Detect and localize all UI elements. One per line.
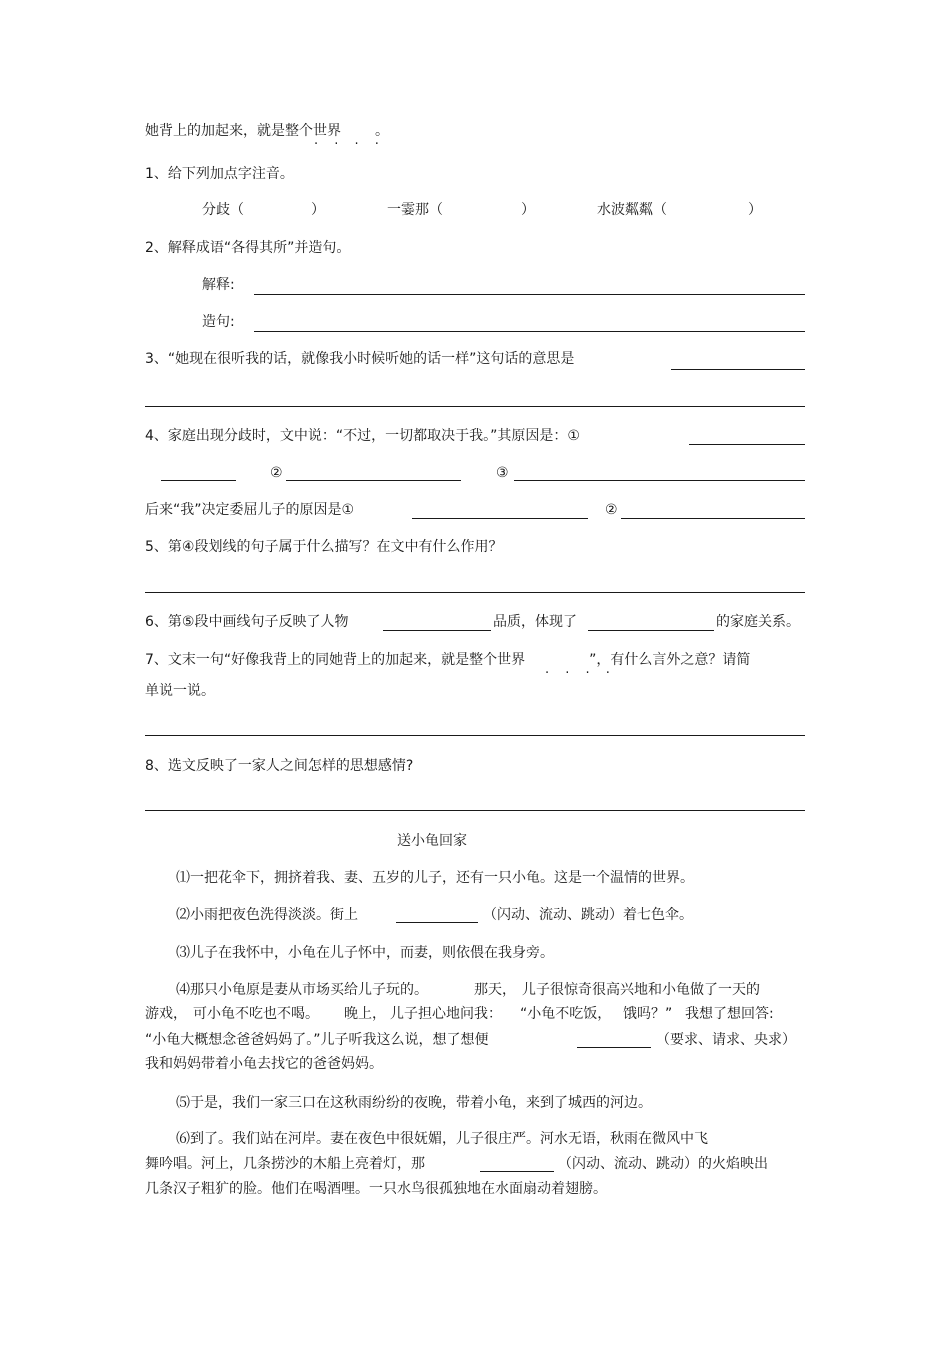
q3-answer-line-2[interactable] [145,406,805,407]
p6-blank[interactable] [480,1171,554,1172]
q1-item-3: 水波粼粼（ [597,202,667,218]
story-p4-seg-f: 晚上， [344,1006,386,1022]
question-1: 1、给下列加点字注音。 [145,166,294,182]
story-p4-seg-h: “小龟不吃饭， [520,1006,612,1022]
story-p4-seg-k: “小龟大概想念爸爸妈妈了。”儿子听我这么说，想了想便 [145,1032,489,1048]
story-paragraph-5: ⑸于是，我们一家三口在这秋雨纷纷的夜晚，带着小龟，来到了城西的河边。 [176,1095,652,1111]
q8-answer-line[interactable] [145,810,805,811]
story-p4-seg-j: 我想了想回答: [685,1006,774,1022]
question-7-line-2: 单说一说。 [145,683,215,699]
q4-answer-2[interactable] [286,480,461,481]
emphasis-dots: . . . . [314,133,385,148]
q1-item-2: 一霎那（ [387,202,443,218]
story-paragraph-3: ⑶儿子在我怀中，小龟在儿子怀中，而妻，则依偎在我身旁。 [176,945,554,961]
story-p4-seg-g: 儿子担心地问我： [390,1006,502,1022]
question-7-line-1: 7、文末一句“好像我背上的同她背上的加起来，就是整个世界 ”，有什么言外之意？请简 [145,652,751,668]
question-3: 3、“她现在很听我的话，就像我小时候听她的话一样”这句话的意思是 [145,351,575,367]
q1-item-1: 分歧（ [202,202,244,218]
p4-blank[interactable] [577,1047,651,1048]
p2-blank[interactable] [396,922,478,923]
story-p6-line-1: ⑹到了。我们站在河岸。妻在夜色中很妩媚，儿子很庄严。河水无语，秋雨在微风中飞 [176,1131,708,1147]
intro-line: 她背上的加起来，就是整个世界 。 [145,123,389,139]
q4-later-answer-2[interactable] [621,518,805,519]
story-p6-line-2b: （闪动、流动、跳动）的火焰映出 [558,1156,768,1172]
question-8: 8、选文反映了一家人之间怎样的思想感情? [145,758,414,774]
story-p4-seg-c: 儿子很惊奇很高兴地和小龟做了一天的 [522,982,760,998]
q7-answer-line[interactable] [145,735,805,736]
story-p4-seg-a: ⑷那只小龟原是妻从市场买给儿子玩的。 [176,982,428,998]
story-p4-seg-b: 那天， [474,982,516,998]
question-6-mid: 品质，体现了 [493,614,577,630]
q6-answer-1[interactable] [383,630,491,631]
q1-item-3-close: ） [748,202,762,218]
explain-label: 解释: [202,277,235,293]
q7-emphasis-dots: . . . . [545,662,616,677]
story-p4-seg-l: （要求、请求、央求） [656,1032,796,1048]
story-paragraph-2a: ⑵小雨把夜色洗得淡淡。街上 [176,907,358,923]
question-4: 4、家庭出现分歧时，文中说：“不过，一切都取决于我。”其原因是：① [145,428,580,444]
q4-later-circle-2: ② [605,502,618,518]
story-paragraph-1: ⑴一把花伞下，拥挤着我、妻、五岁的儿子，还有一只小龟。这是一个温情的世界。 [176,870,694,886]
q4-later-answer-1[interactable] [412,518,588,519]
q1-item-1-close: ） [311,202,325,218]
q6-answer-2[interactable] [588,630,714,631]
story-p6-line-3: 几条汉子粗犷的脸。他们在喝酒哩。一只水鸟很孤独地在水面扇动着翅膀。 [145,1181,607,1197]
question-6-prefix: 6、第⑤段中画线句子反映了人物 [145,614,349,630]
explain-answer-line[interactable] [254,294,805,295]
question-6-suffix: 的家庭关系。 [716,614,800,630]
story-p4-seg-e: 可小龟不吃也不喝。 [193,1006,319,1022]
q5-answer-line[interactable] [145,592,805,593]
sentence-answer-line[interactable] [254,331,805,332]
question-2: 2、解释成语“各得其所”并造句。 [145,240,351,256]
story-p4-seg-m: 我和妈妈带着小龟去找它的爸爸妈妈。 [145,1056,383,1072]
q3-answer-line-1[interactable] [671,369,805,370]
story-title: 送小龟回家 [397,833,467,849]
q4-circle-2: ② [270,465,283,481]
q4-answer-3[interactable] [514,480,805,481]
q4-answer-1a[interactable] [689,444,805,445]
story-paragraph-2b: （闪动、流动、跳动）着七色伞。 [483,907,693,923]
q4-circle-3: ③ [496,465,509,481]
sentence-label: 造句: [202,314,235,330]
question-5: 5、第④段划线的句子属于什么描写？在文中有什么作用？ [145,539,503,555]
q4-answer-1b[interactable] [161,480,236,481]
story-p6-line-2a: 舞吟唱。河上，几条捞沙的木船上亮着灯，那 [145,1156,425,1172]
story-p4-seg-d: 游戏， [145,1006,187,1022]
q1-item-2-close: ） [521,202,535,218]
story-p4-seg-i: 饿吗？” [623,1006,673,1022]
q4-later-reason: 后来“我”决定委屈儿子的原因是① [145,502,355,518]
